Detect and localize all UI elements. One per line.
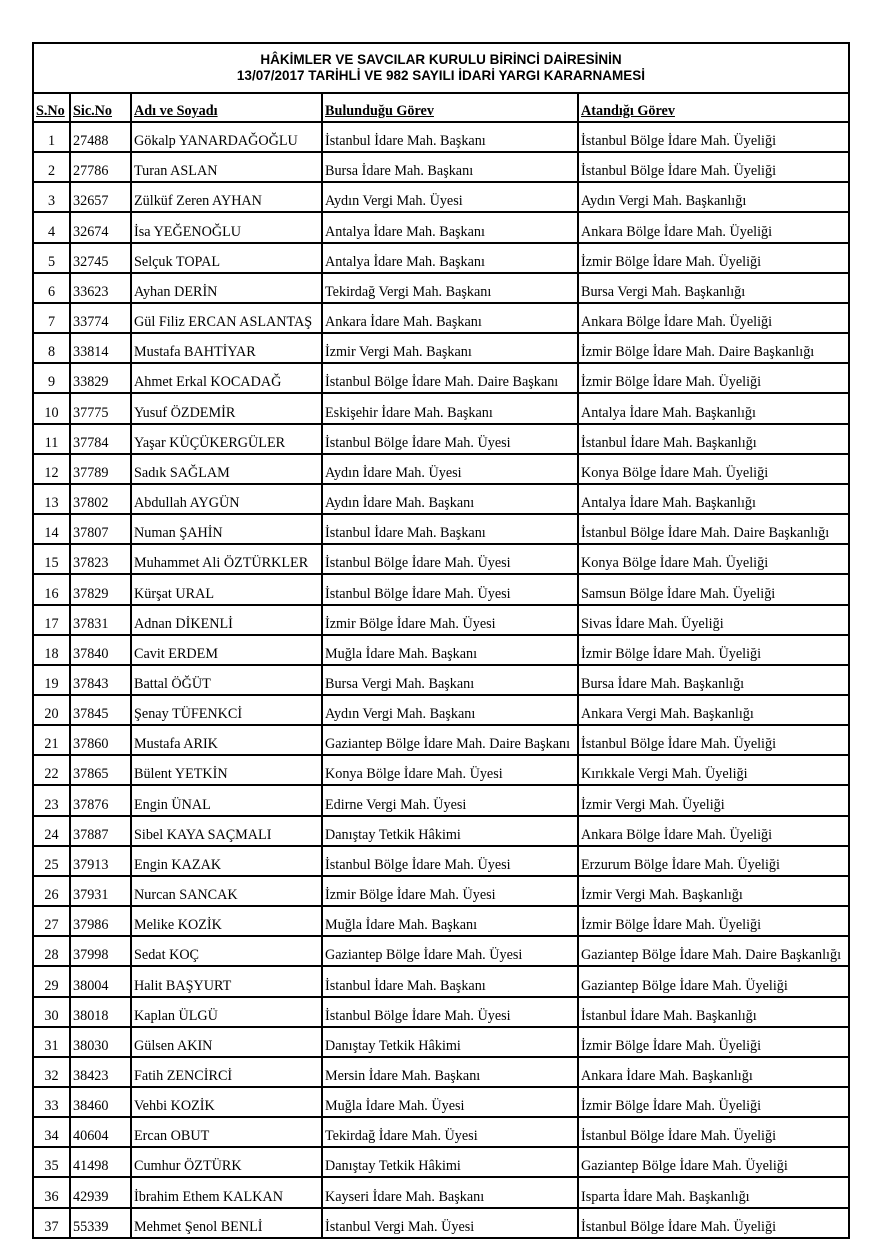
cell-sicno: 41498: [70, 1147, 131, 1177]
table-row: [34, 514, 848, 544]
cell-sicno: 37802: [70, 484, 131, 514]
cell-current-post: Konya Bölge İdare Mah. Üyesi: [322, 755, 578, 785]
cell-assigned-post: İstanbul Bölge İdare Mah. Üyeliği: [578, 122, 848, 152]
cell-name: Battal ÖĞÜT: [131, 665, 322, 695]
decree-document: [32, 42, 850, 1239]
cell-sno: 24: [34, 816, 70, 846]
cell-sno: 14: [34, 514, 70, 544]
cell-name: Engin KAZAK: [131, 846, 322, 876]
table-row: [34, 906, 848, 936]
cell-current-post: Aydın Vergi Mah. Başkanı: [322, 695, 578, 725]
cell-name: Melike KOZİK: [131, 906, 322, 936]
cell-sicno: 38460: [70, 1087, 131, 1117]
cell-assigned-post: İstanbul İdare Mah. Başkanlığı: [578, 424, 848, 454]
cell-current-post: Edirne Vergi Mah. Üyesi: [322, 785, 578, 815]
cell-assigned-post: Konya Bölge İdare Mah. Üyeliği: [578, 454, 848, 484]
cell-name: İbrahim Ethem KALKAN: [131, 1177, 322, 1207]
cell-name: Sedat KOÇ: [131, 936, 322, 966]
table-row: [34, 755, 848, 785]
cell-sno: 33: [34, 1087, 70, 1117]
cell-sicno: 37843: [70, 665, 131, 695]
cell-sicno: 37823: [70, 544, 131, 574]
cell-sicno: 37829: [70, 574, 131, 604]
cell-sno: 19: [34, 665, 70, 695]
cell-assigned-post: Antalya İdare Mah. Başkanlığı: [578, 484, 848, 514]
cell-assigned-post: İstanbul Bölge İdare Mah. Üyeliği: [578, 1117, 848, 1147]
cell-name: Ercan OBUT: [131, 1117, 322, 1147]
cell-name: Abdullah AYGÜN: [131, 484, 322, 514]
cell-sno: 25: [34, 846, 70, 876]
cell-sno: 29: [34, 966, 70, 996]
table-row: [34, 665, 848, 695]
cell-assigned-post: İstanbul Bölge İdare Mah. Daire Başkanlığı: [578, 514, 848, 544]
cell-name: Gökalp YANARDAĞOĞLU: [131, 122, 322, 152]
cell-name: Kaplan ÜLGÜ: [131, 997, 322, 1027]
cell-assigned-post: İzmir Vergi Mah. Başkanlığı: [578, 876, 848, 906]
cell-sno: 4: [34, 212, 70, 242]
cell-current-post: İstanbul Bölge İdare Mah. Üyesi: [322, 544, 578, 574]
cell-current-post: İzmir Vergi Mah. Başkanı: [322, 333, 578, 363]
cell-assigned-post: Bursa İdare Mah. Başkanlığı: [578, 665, 848, 695]
cell-sicno: 55339: [70, 1208, 131, 1237]
table-row: [34, 936, 848, 966]
cell-sno: 10: [34, 393, 70, 423]
table-row: [34, 363, 848, 393]
cell-name: Nurcan SANCAK: [131, 876, 322, 906]
cell-sicno: 37998: [70, 936, 131, 966]
table-row: [34, 846, 848, 876]
cell-sno: 3: [34, 182, 70, 212]
cell-current-post: İstanbul İdare Mah. Başkanı: [322, 122, 578, 152]
table-row: [34, 182, 848, 212]
cell-current-post: Gaziantep Bölge İdare Mah. Daire Başkanı: [322, 725, 578, 755]
cell-current-post: Aydın Vergi Mah. Üyesi: [322, 182, 578, 212]
table-row: [34, 695, 848, 725]
cell-current-post: Muğla İdare Mah. Başkanı: [322, 635, 578, 665]
cell-sno: 18: [34, 635, 70, 665]
document-title: [34, 44, 848, 94]
cell-current-post: Danıştay Tetkik Hâkimi: [322, 1147, 578, 1177]
cell-assigned-post: İstanbul Bölge İdare Mah. Üyeliği: [581, 1218, 777, 1235]
cell-sno: 32: [34, 1057, 70, 1087]
cell-sicno: 37831: [70, 605, 131, 635]
cell-name: Yaşar KÜÇÜKERGÜLER: [131, 424, 322, 454]
cell-assigned-post: Gaziantep Bölge İdare Mah. Daire Başkanlığı: [578, 936, 848, 966]
table-row: [34, 725, 848, 755]
cell-assigned-post: Ankara Bölge İdare Mah. Üyeliği: [578, 303, 848, 333]
cell-current-post: Eskişehir İdare Mah. Başkanı: [322, 393, 578, 423]
table-row: [34, 605, 848, 635]
cell-assigned-post: İzmir Vergi Mah. Üyeliği: [578, 785, 848, 815]
cell-name: Engin ÜNAL: [131, 785, 322, 815]
cell-current-post: Bursa İdare Mah. Başkanı: [322, 152, 578, 182]
cell-assigned-post: Bursa Vergi Mah. Başkanlığı: [578, 273, 848, 303]
cell-name: Ayhan DERİN: [131, 273, 322, 303]
cell-name: Numan ŞAHİN: [131, 514, 322, 544]
cell-assigned-post: İzmir Bölge İdare Mah. Üyeliği: [578, 363, 848, 393]
cell-sicno: 38004: [70, 966, 131, 996]
table-row: [34, 333, 848, 363]
cell-current-post: İstanbul Bölge İdare Mah. Daire Başkanı: [322, 363, 578, 393]
cell-current-post: Ankara İdare Mah. Başkanı: [322, 303, 578, 333]
cell-sicno: 37865: [70, 755, 131, 785]
cell-name: Selçuk TOPAL: [131, 243, 322, 273]
cell-current-post: Mersin İdare Mah. Başkanı: [322, 1057, 578, 1087]
cell-sno: 26: [34, 876, 70, 906]
cell-current-post: Danıştay Tetkik Hâkimi: [322, 1027, 578, 1057]
cell-name: Muhammet Ali ÖZTÜRKLER: [131, 544, 322, 574]
cell-sno: 36: [34, 1177, 70, 1207]
header-assigned-post: Atandığı Görev: [578, 94, 848, 122]
table-row: [34, 1208, 848, 1237]
cell-sno: 30: [34, 997, 70, 1027]
cell-sno: 31: [34, 1027, 70, 1057]
cell-sno: 6: [34, 273, 70, 303]
cell-assigned-post: Ankara Bölge İdare Mah. Üyeliği: [578, 212, 848, 242]
cell-sicno: 37784: [70, 424, 131, 454]
cell-name: Mehmet Şenol BENLİ: [131, 1208, 322, 1237]
cell-sicno: 37887: [70, 816, 131, 846]
cell-assigned-post: Ankara Vergi Mah. Başkanlığı: [578, 695, 848, 725]
cell-current-post: İzmir Bölge İdare Mah. Üyesi: [322, 605, 578, 635]
cell-current-post: Bursa Vergi Mah. Başkanı: [322, 665, 578, 695]
cell-assigned-post: İzmir Bölge İdare Mah. Üyeliği: [578, 243, 848, 273]
cell-assigned-post: Kırıkkale Vergi Mah. Üyeliği: [578, 755, 848, 785]
table-row: [34, 454, 848, 484]
cell-sno: 7: [34, 303, 70, 333]
table-row: [34, 785, 848, 815]
table-row: [34, 424, 848, 454]
cell-assigned-post: İzmir Bölge İdare Mah. Daire Başkanlığı: [578, 333, 848, 363]
cell-name: Halit BAŞYURT: [131, 966, 322, 996]
table-row: [34, 393, 848, 423]
assignment-table: [34, 94, 848, 1237]
cell-sno: 13: [34, 484, 70, 514]
cell-sno: 37: [34, 1208, 70, 1237]
table-row: [34, 574, 848, 604]
cell-current-post: İstanbul Bölge İdare Mah. Üyesi: [322, 997, 578, 1027]
cell-name: Zülküf Zeren AYHAN: [131, 182, 322, 212]
cell-assigned-post: Gaziantep Bölge İdare Mah. Üyeliği: [578, 966, 848, 996]
cell-name: Cavit ERDEM: [131, 635, 322, 665]
cell-name: Mustafa ARIK: [131, 725, 322, 755]
cell-name: Şenay TÜFENKCİ: [131, 695, 322, 725]
header-current-post: Bulunduğu Görev: [322, 94, 578, 122]
cell-sno: 21: [34, 725, 70, 755]
cell-sno: 8: [34, 333, 70, 363]
header-sno: S.No: [34, 94, 70, 122]
cell-sicno: 37913: [70, 846, 131, 876]
cell-sno: 9: [34, 363, 70, 393]
cell-sicno: 37807: [70, 514, 131, 544]
cell-current-post: Antalya İdare Mah. Başkanı: [322, 243, 578, 273]
cell-current-post: İstanbul İdare Mah. Başkanı: [322, 514, 578, 544]
cell-name: Adnan DİKENLİ: [131, 605, 322, 635]
cell-assigned-post: Erzurum Bölge İdare Mah. Üyeliği: [578, 846, 848, 876]
cell-sicno: 37876: [70, 785, 131, 815]
header-name: Adı ve Soyadı: [131, 94, 322, 122]
cell-assigned-post: Ankara İdare Mah. Başkanlığı: [578, 1057, 848, 1087]
cell-current-post: Aydın İdare Mah. Başkanı: [322, 484, 578, 514]
cell-name: Ahmet Erkal KOCADAĞ: [131, 363, 322, 393]
cell-sicno: 33623: [70, 273, 131, 303]
cell-name: Sadık SAĞLAM: [131, 454, 322, 484]
table-row: [34, 816, 848, 846]
table-row: [34, 966, 848, 996]
cell-sno: 5: [34, 243, 70, 273]
cell-sicno: 38423: [70, 1057, 131, 1087]
cell-name: İsa YEĞENOĞLU: [131, 212, 322, 242]
cell-sicno: 33814: [70, 333, 131, 363]
cell-sno: 11: [34, 424, 70, 454]
cell-sno: 28: [34, 936, 70, 966]
cell-assigned-post: Ankara Bölge İdare Mah. Üyeliği: [578, 816, 848, 846]
cell-name: Gülsen AKIN: [131, 1027, 322, 1057]
cell-current-post: İzmir Bölge İdare Mah. Üyesi: [322, 876, 578, 906]
cell-current-post: Aydın İdare Mah. Üyesi: [322, 454, 578, 484]
cell-sicno: 37931: [70, 876, 131, 906]
cell-current-post: İstanbul Vergi Mah. Üyesi: [322, 1208, 578, 1237]
cell-assigned-post: İstanbul Bölge İdare Mah. Üyeliği: [578, 152, 848, 182]
table-row: [34, 152, 848, 182]
cell-sno: 1: [34, 122, 70, 152]
cell-assigned-post: İstanbul İdare Mah. Başkanlığı: [578, 997, 848, 1027]
cell-sicno: 32674: [70, 212, 131, 242]
table-row: [34, 1027, 848, 1057]
cell-name: Mustafa BAHTİYAR: [131, 333, 322, 363]
cell-sicno: 37789: [70, 454, 131, 484]
cell-assigned-post: İzmir Bölge İdare Mah. Üyeliği: [578, 906, 848, 936]
cell-name: Cumhur ÖZTÜRK: [131, 1147, 322, 1177]
cell-name: Gül Filiz ERCAN ASLANTAŞ: [131, 303, 322, 333]
table-row: [34, 635, 848, 665]
cell-current-post: Antalya İdare Mah. Başkanı: [322, 212, 578, 242]
cell-sno: 16: [34, 574, 70, 604]
table-header-row: [34, 94, 848, 122]
cell-sicno: 33774: [70, 303, 131, 333]
table-row: [34, 1147, 848, 1177]
cell-sno: 34: [34, 1117, 70, 1147]
table-body: [34, 122, 848, 1237]
cell-assigned-post: İzmir Bölge İdare Mah. Üyeliği: [578, 1027, 848, 1057]
cell-assigned-post: Sivas İdare Mah. Üyeliği: [578, 605, 848, 635]
cell-sicno: 32657: [70, 182, 131, 212]
cell-sicno: 37845: [70, 695, 131, 725]
cell-assigned-post: Gaziantep Bölge İdare Mah. Üyeliği: [578, 1147, 848, 1177]
table-row: [34, 122, 848, 152]
cell-current-post: Muğla İdare Mah. Üyesi: [322, 1087, 578, 1117]
cell-current-post: İstanbul Bölge İdare Mah. Üyesi: [322, 574, 578, 604]
cell-assigned-post: Antalya İdare Mah. Başkanlığı: [578, 393, 848, 423]
cell-sicno: 40604: [70, 1117, 131, 1147]
title-line-1: HÂKİMLER VE SAVCILAR KURULU BİRİNCİ DAİRESİNİN: [260, 52, 622, 67]
table-row: [34, 876, 848, 906]
cell-assigned-post: İstanbul Bölge İdare Mah. Üyeliği: [578, 725, 848, 755]
cell-sicno: 37860: [70, 725, 131, 755]
cell-assigned-post: İzmir Bölge İdare Mah. Üyeliği: [578, 635, 848, 665]
cell-current-post: Danıştay Tetkik Hâkimi: [322, 816, 578, 846]
cell-current-post: Tekirdağ İdare Mah. Üyesi: [322, 1117, 578, 1147]
title-line-2: 13/07/2017 TARİHLİ VE 982 SAYILI İDARİ YARGI KARARNAMESİ: [236, 68, 646, 83]
cell-sno: 17: [34, 605, 70, 635]
cell-sicno: 37775: [70, 393, 131, 423]
table-row: [34, 1117, 848, 1147]
cell-sicno: 42939: [70, 1177, 131, 1207]
cell-sno: 2: [34, 152, 70, 182]
cell-sno: 27: [34, 906, 70, 936]
cell-sno: 23: [34, 785, 70, 815]
cell-name: Fatih ZENCİRCİ: [131, 1057, 322, 1087]
cell-sno: 35: [34, 1147, 70, 1177]
cell-assigned-post: Isparta İdare Mah. Başkanlığı: [578, 1177, 848, 1207]
cell-assigned-post: Aydın Vergi Mah. Başkanlığı: [578, 182, 848, 212]
cell-sicno: 38018: [70, 997, 131, 1027]
cell-name: Kürşat URAL: [131, 574, 322, 604]
table-row: [34, 1177, 848, 1207]
cell-sicno: 27786: [70, 152, 131, 182]
cell-name: Turan ASLAN: [131, 152, 322, 182]
header-sicno: Sic.No: [70, 94, 131, 122]
cell-name: Bülent YETKİN: [131, 755, 322, 785]
cell-sicno: 32745: [70, 243, 131, 273]
cell-current-post: Tekirdağ Vergi Mah. Başkanı: [322, 273, 578, 303]
table-row: [34, 1057, 848, 1087]
cell-current-post: İstanbul Bölge İdare Mah. Üyesi: [322, 424, 578, 454]
cell-current-post: İstanbul İdare Mah. Başkanı: [322, 966, 578, 996]
cell-sno: 15: [34, 544, 70, 574]
cell-sno: 22: [34, 755, 70, 785]
cell-sicno: 37840: [70, 635, 131, 665]
cell-name: Yusuf ÖZDEMİR: [131, 393, 322, 423]
cell-name: Sibel KAYA SAÇMALI: [131, 816, 322, 846]
cell-name: Vehbi KOZİK: [131, 1087, 322, 1117]
cell-sno: 12: [34, 454, 70, 484]
cell-sicno: 27488: [70, 122, 131, 152]
cell-current-post: Gaziantep Bölge İdare Mah. Üyesi: [322, 936, 578, 966]
cell-assigned-post: İzmir Bölge İdare Mah. Üyeliği: [578, 1087, 848, 1117]
table-row: [34, 243, 848, 273]
cell-sicno: 33829: [70, 363, 131, 393]
table-row: [34, 997, 848, 1027]
table-row: [34, 484, 848, 514]
table-row: [34, 273, 848, 303]
table-row: [34, 1087, 848, 1117]
cell-current-post: Kayseri İdare Mah. Başkanı: [322, 1177, 578, 1207]
cell-current-post: İstanbul Bölge İdare Mah. Üyesi: [322, 846, 578, 876]
cell-assigned-post: Samsun Bölge İdare Mah. Üyeliği: [578, 574, 848, 604]
cell-current-post: Muğla İdare Mah. Başkanı: [322, 906, 578, 936]
table-row: [34, 212, 848, 242]
cell-assigned-post: Konya Bölge İdare Mah. Üyeliği: [578, 544, 848, 574]
cell-sicno: 38030: [70, 1027, 131, 1057]
cell-sno: 20: [34, 695, 70, 725]
cell-sicno: 37986: [70, 906, 131, 936]
table-row: [34, 303, 848, 333]
table-row: [34, 544, 848, 574]
